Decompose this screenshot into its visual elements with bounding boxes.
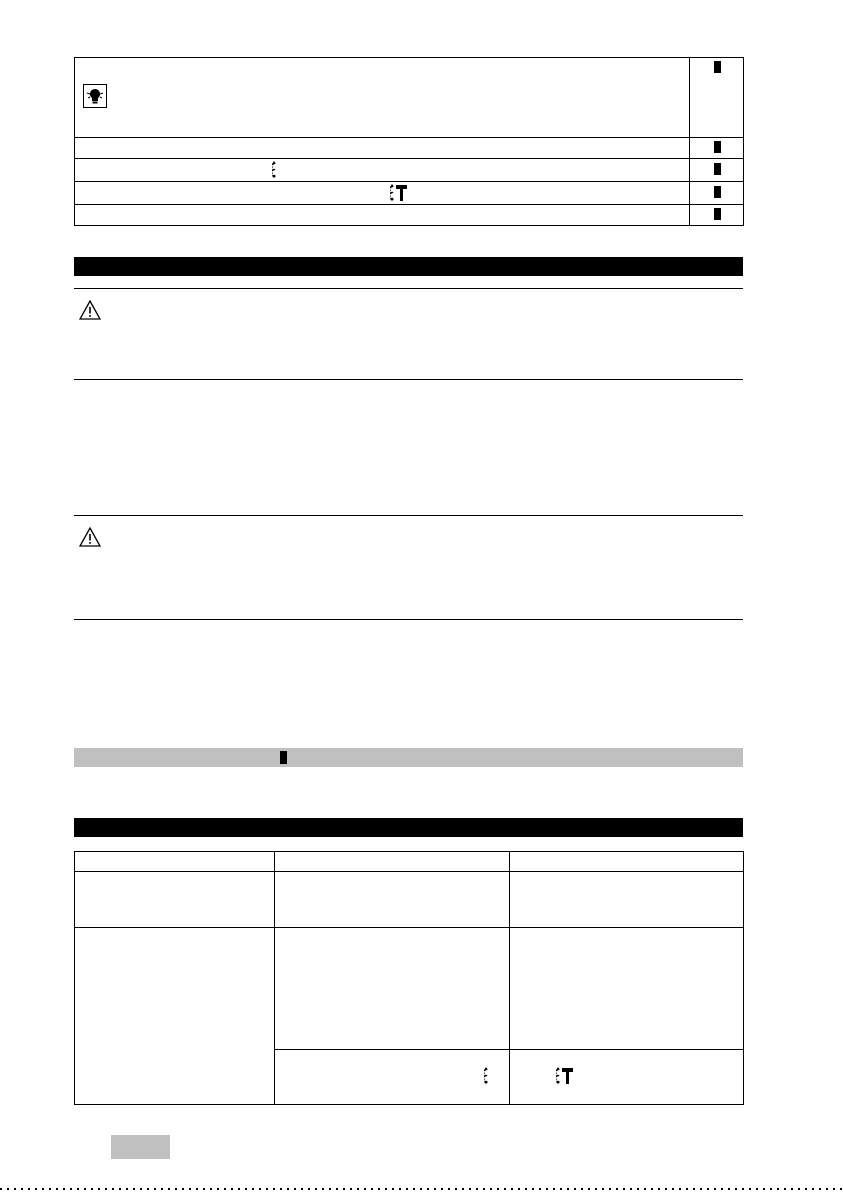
page-number-box [111, 1135, 170, 1159]
marker [714, 208, 721, 220]
lightbulb-icon [83, 84, 107, 108]
drill-hammer-icon [389, 184, 407, 201]
marker [714, 141, 721, 153]
drill-hammer-icon [555, 1067, 573, 1084]
table-row [75, 872, 744, 928]
drill-bit-icon [271, 161, 277, 178]
table-row [75, 138, 744, 159]
scan-edge [0, 1188, 843, 1190]
section-header-bar [74, 257, 743, 276]
divider [74, 515, 743, 516]
table-row [75, 928, 744, 1050]
warning-triangle-icon [79, 300, 101, 320]
divider [74, 619, 743, 620]
table-row [75, 58, 744, 138]
top-table [74, 57, 744, 226]
tip-cell [75, 58, 690, 138]
section-header-bar [74, 818, 743, 837]
marker [714, 163, 721, 175]
marker [280, 751, 287, 764]
marker [714, 61, 721, 73]
marker [714, 186, 721, 198]
table-row [75, 159, 744, 182]
divider [74, 379, 743, 380]
bottom-table [74, 851, 744, 1105]
marker-cell [690, 58, 744, 138]
highlight-bar [74, 748, 743, 767]
table-header-row [75, 852, 744, 872]
divider [74, 288, 743, 289]
table-row [75, 182, 744, 205]
drill-bit-icon [483, 1067, 489, 1084]
table-row [75, 205, 744, 226]
warning-triangle-icon [79, 527, 101, 547]
